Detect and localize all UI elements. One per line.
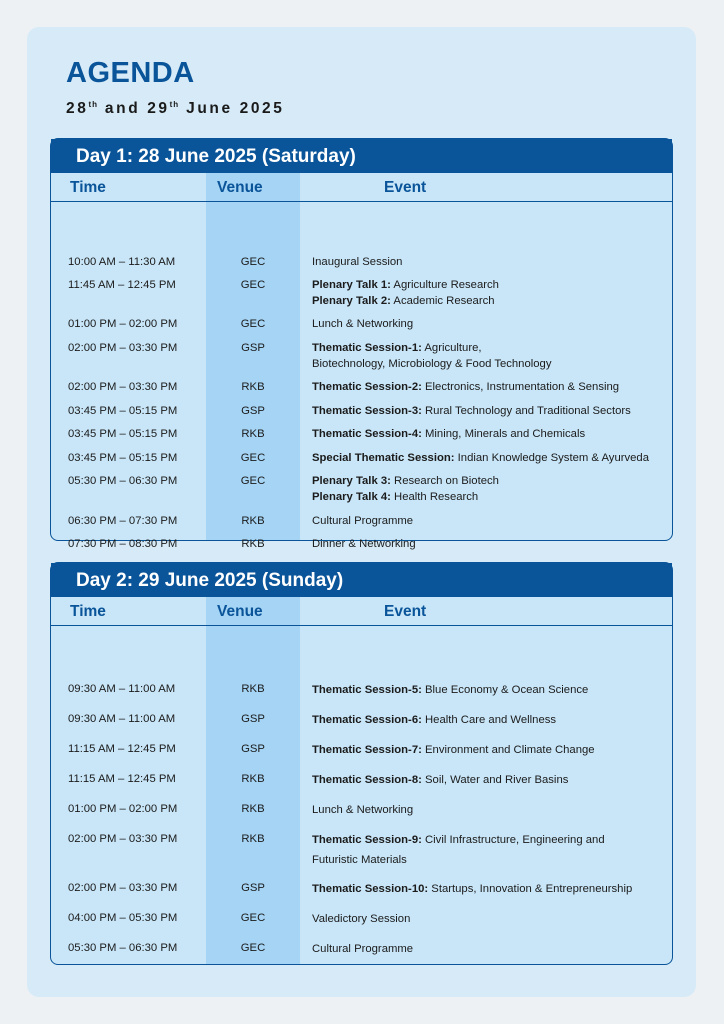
date-suffix1: th [88, 100, 99, 109]
row-time: 10:00 AM – 11:30 AM [68, 256, 176, 268]
row-time: 02:00 PM – 03:30 PM [68, 882, 178, 894]
row-event [312, 254, 402, 270]
session-title: Soil, Water and River Basins [421, 774, 569, 786]
row-event [312, 293, 495, 309]
column-header-time: Time [70, 179, 106, 196]
session-label: Thematic Session-7: [312, 744, 422, 756]
session-title: Biotechnology, Microbiology & Food Technology [312, 358, 552, 370]
column-header-venue: Venue [217, 179, 263, 196]
row-time: 03:45 PM – 05:15 PM [68, 452, 178, 464]
row-venue: RKB [241, 428, 265, 440]
session-title: Inaugural Session [312, 256, 403, 268]
row-venue: GEC [240, 942, 266, 954]
row-time: 02:00 PM – 03:30 PM [68, 381, 178, 393]
row-event [312, 851, 407, 870]
row-event [312, 513, 413, 529]
row-venue: RKB [241, 803, 265, 815]
row-venue: GEC [240, 452, 266, 464]
row-time: 04:00 PM – 05:30 PM [68, 912, 178, 924]
session-label: Thematic Session-8: [312, 774, 422, 786]
session-label: Special Thematic Session: [312, 452, 455, 464]
session-label: Plenary Talk 3: [312, 475, 391, 487]
session-title: Rural Technology and Traditional Sectors [421, 405, 631, 417]
row-time: 05:30 PM – 06:30 PM [68, 942, 178, 954]
row-event [312, 940, 413, 959]
session-title: Civil Infrastructure, Engineering and [421, 834, 605, 846]
day2-header: Day 2: 29 June 2025 (Sunday) [51, 563, 672, 597]
row-event [312, 880, 632, 899]
column-header-event: Event [384, 179, 427, 196]
row-venue: RKB [241, 538, 265, 550]
row-event [312, 450, 649, 466]
row-venue: GEC [240, 475, 266, 487]
date-day2: 29 [147, 100, 170, 117]
row-venue: RKB [241, 683, 265, 695]
row-time: 03:45 PM – 05:15 PM [68, 405, 178, 417]
event-dates [66, 95, 284, 119]
session-title: Health Care and Wellness [421, 714, 557, 726]
row-venue: RKB [241, 833, 265, 845]
row-event [312, 403, 631, 419]
session-label: Thematic Session-6: [312, 714, 422, 726]
session-label: Thematic Session-5: [312, 684, 422, 696]
row-event [312, 316, 413, 332]
session-title: Environment and Climate Change [421, 744, 595, 756]
session-label: Thematic Session-3: [312, 405, 422, 417]
row-time: 11:15 AM – 12:45 PM [68, 773, 176, 785]
session-title: Lunch & Networking [312, 318, 414, 330]
row-time: 03:45 PM – 05:15 PM [68, 428, 178, 440]
row-time: 02:00 PM – 03:30 PM [68, 342, 178, 354]
row-event [312, 356, 551, 372]
session-title: Startups, Innovation & Entrepreneurship [428, 883, 633, 895]
row-event [312, 379, 619, 395]
row-event [312, 340, 482, 356]
row-time: 11:45 AM – 12:45 PM [68, 279, 176, 291]
session-label: Plenary Talk 2: [312, 295, 391, 307]
session-title: Health Research [390, 491, 479, 503]
date-suffix2: th [169, 100, 180, 109]
row-venue: RKB [241, 381, 265, 393]
session-label: Thematic Session-2: [312, 381, 422, 393]
session-title: Cultural Programme [312, 515, 414, 527]
day2-schedule-panel [50, 562, 673, 965]
row-event [312, 536, 416, 552]
row-venue: GSP [241, 882, 265, 894]
session-title: Electronics, Instrumentation & Sensing [421, 381, 620, 393]
row-venue: GEC [240, 318, 266, 330]
session-title: Research on Biotech [390, 475, 499, 487]
day1-schedule-panel [50, 138, 673, 550]
column-header-event: Event [384, 603, 427, 620]
session-title: Futuristic Materials [312, 853, 407, 866]
session-title: Valedictory Session [312, 913, 411, 925]
row-venue: GSP [241, 713, 265, 725]
session-title: Cultural Programme [312, 943, 414, 955]
row-venue: GEC [240, 256, 266, 268]
row-time: 11:15 AM – 12:45 PM [68, 743, 176, 755]
column-header-venue: Venue [217, 603, 263, 620]
row-time: 06:30 PM – 07:30 PM [68, 515, 178, 527]
date-and: and [98, 100, 148, 117]
day1-header: Day 1: 28 June 2025 (Saturday) [51, 139, 672, 173]
day1-column-headers [51, 173, 672, 202]
row-time: 09:30 AM – 11:00 AM [68, 713, 176, 725]
date-month-year: June 2025 [179, 100, 285, 117]
session-title: Lunch & Networking [312, 804, 414, 816]
row-event [312, 489, 478, 505]
row-event [312, 831, 605, 850]
session-title: Dinner & Networking [312, 538, 416, 550]
session-title: Agriculture Research [390, 279, 499, 291]
row-time: 07:30 PM – 08:30 PM [68, 538, 178, 550]
session-title: Agriculture, [421, 342, 482, 354]
session-label: Plenary Talk 1: [312, 279, 391, 291]
row-event [312, 277, 499, 293]
row-venue: RKB [241, 773, 265, 785]
row-time: 01:00 PM – 02:00 PM [68, 318, 178, 330]
row-event [312, 426, 585, 442]
row-event [312, 711, 556, 730]
row-event [312, 910, 410, 929]
row-event [312, 473, 499, 489]
session-title: Academic Research [390, 295, 495, 307]
session-title: Indian Knowledge System & Ayurveda [454, 452, 649, 464]
session-label: Thematic Session-1: [312, 342, 422, 354]
row-event [312, 801, 413, 820]
row-venue: GSP [241, 743, 265, 755]
session-label: Thematic Session-9: [312, 834, 422, 846]
row-venue: GEC [240, 912, 266, 924]
session-title: Mining, Minerals and Chemicals [421, 428, 586, 440]
row-time: 02:00 PM – 03:30 PM [68, 833, 178, 845]
column-header-time: Time [70, 603, 106, 620]
day2-column-headers [51, 597, 672, 626]
row-venue: RKB [241, 515, 265, 527]
session-label: Thematic Session-10: [312, 883, 429, 895]
date-day1: 28 [66, 100, 89, 117]
session-label: Plenary Talk 4: [312, 491, 391, 503]
row-time: 09:30 AM – 11:00 AM [68, 683, 176, 695]
row-event [312, 681, 588, 700]
row-event [312, 741, 595, 760]
session-label: Thematic Session-4: [312, 428, 422, 440]
row-venue: GEC [240, 279, 266, 291]
row-venue: GSP [241, 405, 265, 417]
row-time: 01:00 PM – 02:00 PM [68, 803, 178, 815]
row-event [312, 771, 568, 790]
row-venue: GSP [241, 342, 265, 354]
row-time: 05:30 PM – 06:30 PM [68, 475, 178, 487]
session-title: Blue Economy & Ocean Science [421, 684, 589, 696]
page-title: AGENDA [66, 57, 195, 89]
